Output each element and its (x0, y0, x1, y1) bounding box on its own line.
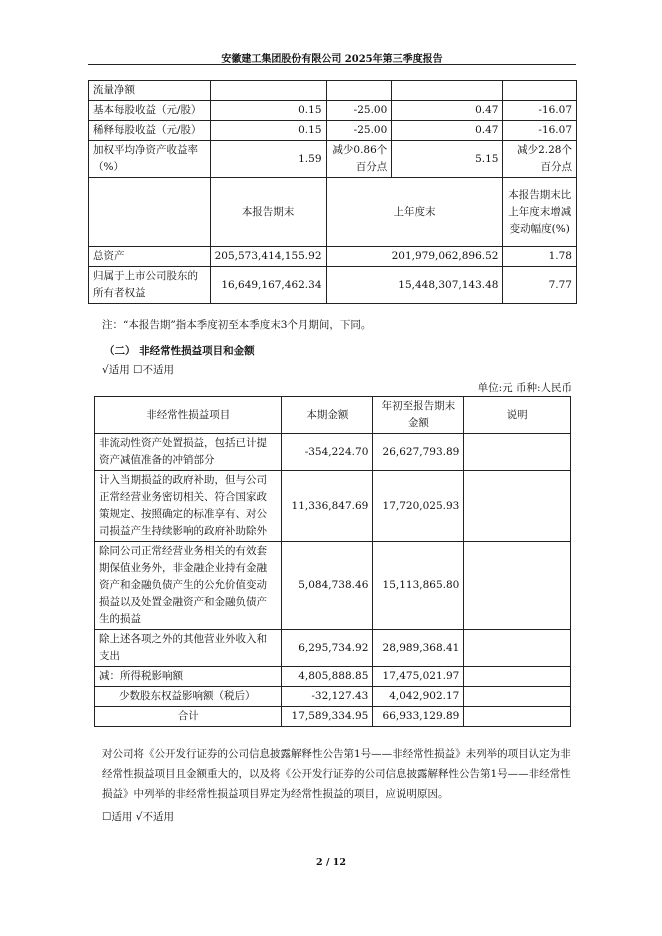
amount-cell: 17,475,021.97 (373, 667, 464, 687)
amount-cell: 4,042,902.17 (373, 687, 464, 707)
amount-cell: -354,224.70 (282, 434, 373, 471)
item-cell: 非流动性资产处置损益，包括已计提资产减值准备的冲销部分 (95, 434, 282, 471)
cell: 0.47 (392, 101, 503, 121)
item-cell: 计入当期损益的政府补助，但与公司正常经营业务密切相关、符合国家政策规定、按照确定的标准享有、对公司损益产生持续影响的政府补助除外 (95, 471, 282, 542)
cell: 5.15 (392, 141, 503, 178)
column-header: 本报告期末 (210, 178, 326, 247)
column-header: 年初至报告期末金额 (373, 397, 464, 434)
header-rule (88, 64, 576, 65)
table-header-row (95, 397, 571, 434)
cell: 7.77 (503, 267, 577, 304)
row-label: 归属于上市公司股东的所有者权益 (89, 267, 211, 304)
note-cell (464, 471, 571, 542)
column-header: 本期金额 (282, 397, 373, 434)
table-row (89, 141, 577, 178)
row-label: 流量净额 (89, 81, 211, 101)
cell (392, 81, 503, 101)
amount-cell: 15,113,865.80 (373, 542, 464, 630)
note-cell (464, 667, 571, 687)
unit-line: 单位:元 币种:人民币 (477, 382, 572, 394)
cell: 减少2.28个百分点 (503, 141, 577, 178)
cell: 205,573,414,155.92 (210, 247, 326, 267)
cell: 1.59 (210, 141, 326, 178)
table-row (95, 542, 571, 630)
applicability-check: ☐适用 √不适用 (102, 811, 174, 823)
cell: 201,979,062,896.52 (326, 247, 503, 267)
table-row (89, 81, 577, 101)
table-row (95, 630, 571, 667)
column-header: 说明 (464, 397, 571, 434)
cell: 0.15 (210, 121, 326, 141)
column-header: 本报告期末比上年度末增减变动幅度(%) (503, 178, 577, 247)
table-row (95, 471, 571, 542)
row-label: 基本每股收益（元/股） (89, 101, 211, 121)
amount-cell: 26,627,793.89 (373, 434, 464, 471)
cell (326, 81, 392, 101)
item-cell: 减：所得税影响额 (95, 667, 282, 687)
item-cell: 除同公司正常经营业务相关的有效套期保值业务外，非金融企业持有金融资产和金融负债产生的公允价值变动损益以及处置金融资产和金融负债产生的损益 (95, 542, 282, 630)
cell (210, 81, 326, 101)
table-row (95, 687, 571, 707)
amount-cell: 5,084,738.46 (282, 542, 373, 630)
amount-cell: 17,589,334.95 (282, 707, 373, 727)
note-cell (464, 630, 571, 667)
applicability-check: √适用 ☐不适用 (102, 364, 174, 376)
table-subheader-row (89, 178, 577, 247)
explanation-paragraph: 对公司将《公开发行证券的公司信息披露解释性公告第1号——非经常性损益》未列举的项目认定为非经常性损益项目且金额重大的，以及将《公开发行证券的公司信息披露解释性公告第1号——非经常性损益》中列举的非经常性损益项目界定为经常性损益的项目，应说明原因。 (102, 748, 571, 800)
cell: 0.47 (392, 121, 503, 141)
cell: -16.07 (503, 101, 577, 121)
table-row (95, 667, 571, 687)
item-cell: 合计 (95, 707, 282, 727)
empty-cell (89, 178, 211, 247)
report-header: 安徽建工集团股份有限公司 2025年第三季度报告 (221, 54, 443, 65)
amount-cell: 6,295,734.92 (282, 630, 373, 667)
amount-cell: 11,336,847.69 (282, 471, 373, 542)
item-cell: 少数股东权益影响额（税后） (95, 687, 282, 707)
table-row (89, 247, 577, 267)
page-number: 2 / 12 (316, 857, 346, 868)
amount-cell: 4,805,888.85 (282, 667, 373, 687)
note-cell (464, 707, 571, 727)
section-title: （二） 非经常性损益项目和金额 (104, 345, 255, 357)
financial-indicators-table (88, 80, 577, 304)
cell: -25.00 (326, 101, 392, 121)
table-row (89, 121, 577, 141)
amount-cell: -32,127.43 (282, 687, 373, 707)
row-label: 加权平均净资产收益率（%） (89, 141, 211, 178)
note-cell (464, 687, 571, 707)
amount-cell: 66,933,129.89 (373, 707, 464, 727)
cell: 减少0.86个百分点 (326, 141, 392, 178)
row-label: 总资产 (89, 247, 211, 267)
cell: 15,448,307,143.48 (326, 267, 503, 304)
table-row (89, 101, 577, 121)
cell: 1.78 (503, 247, 577, 267)
cell: 16,649,167,462.34 (210, 267, 326, 304)
table-row (89, 267, 577, 304)
column-header: 上年度末 (326, 178, 503, 247)
amount-cell: 17,720,025.93 (373, 471, 464, 542)
column-header: 非经常性损益项目 (95, 397, 282, 434)
table-row (95, 434, 571, 471)
table-total-row (95, 707, 571, 727)
note-cell (464, 542, 571, 630)
row-label: 稀释每股收益（元/股） (89, 121, 211, 141)
amount-cell: 28,989,368.41 (373, 630, 464, 667)
cell: -16.07 (503, 121, 577, 141)
item-cell: 除上述各项之外的其他营业外收入和支出 (95, 630, 282, 667)
cell: 0.15 (210, 101, 326, 121)
table-note: 注：“本报告期”指本季度初至本季度末3个月期间，下同。 (102, 319, 372, 331)
note-cell (464, 434, 571, 471)
non-recurring-items-table (94, 396, 571, 727)
cell: -25.00 (326, 121, 392, 141)
cell (503, 81, 577, 101)
